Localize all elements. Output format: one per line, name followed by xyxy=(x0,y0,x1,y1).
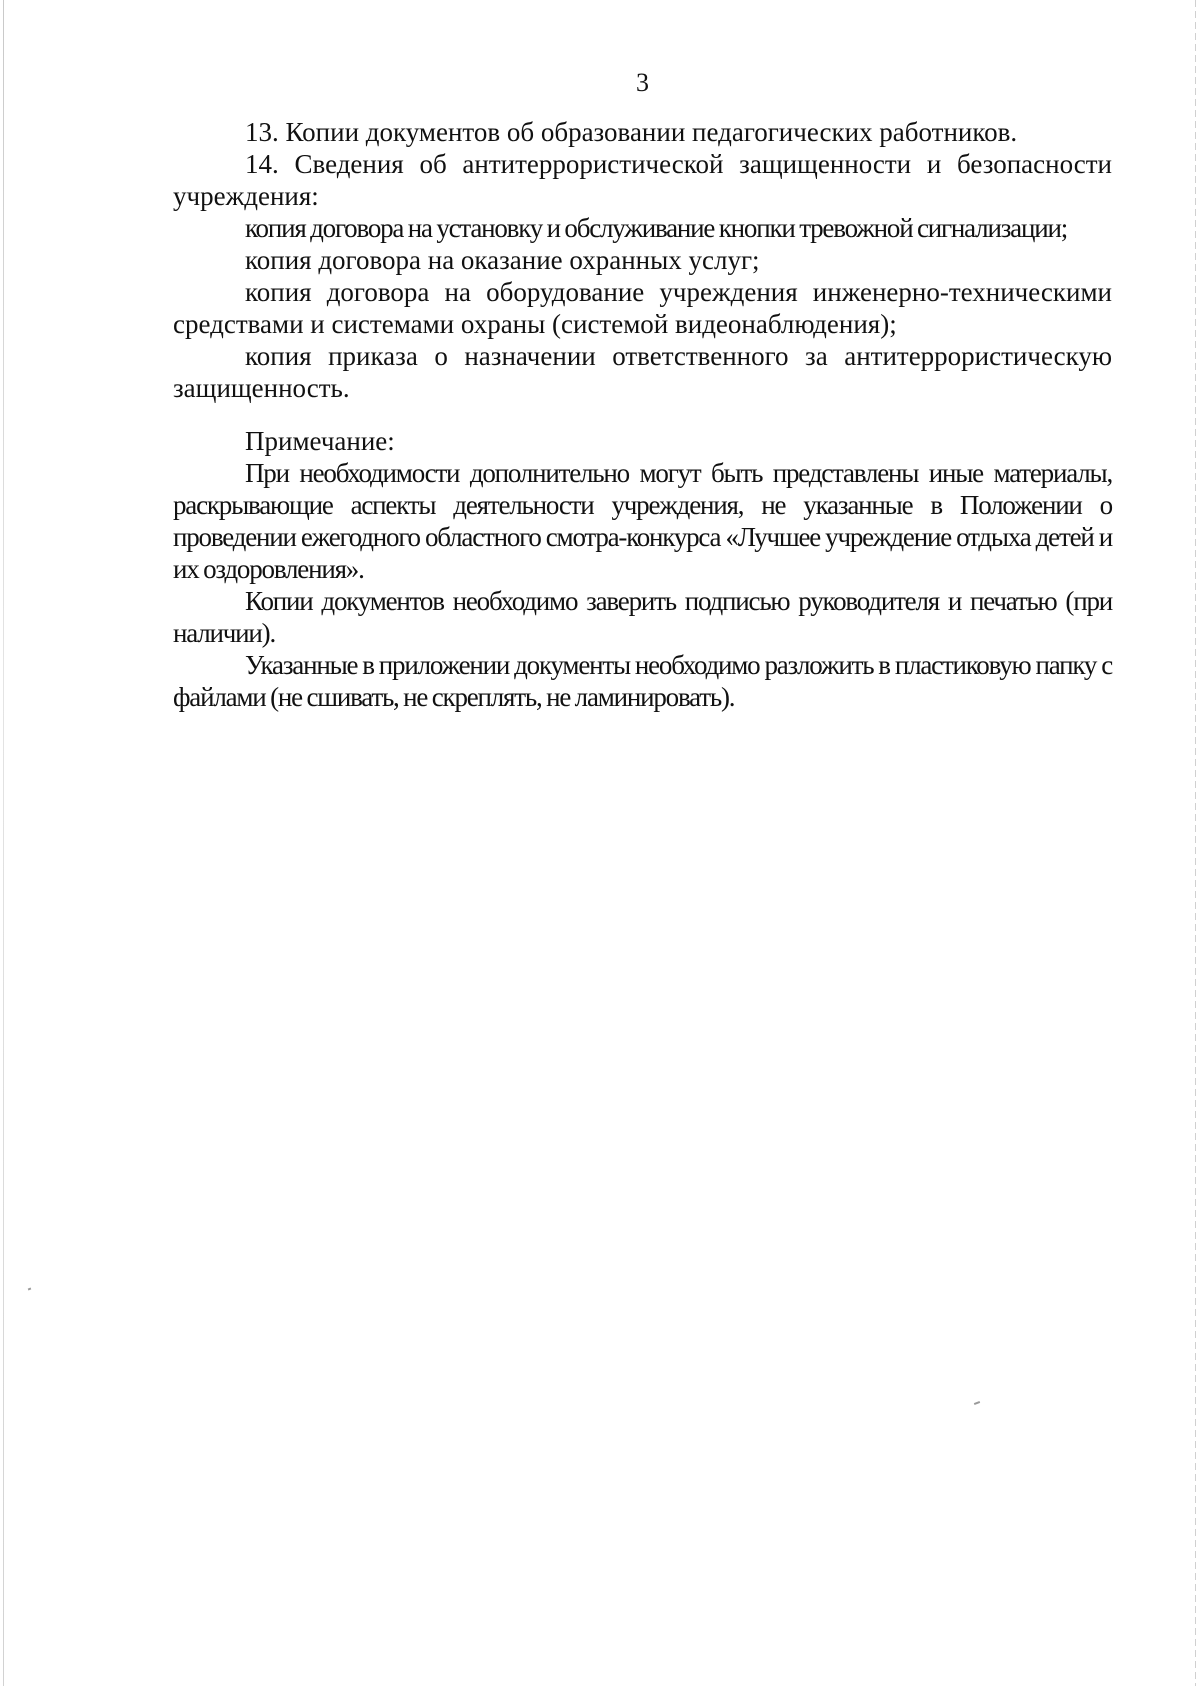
item-13-paragraph: 13. Копии документов об образовании педагогических работников. xyxy=(245,117,1018,147)
note-title: Примечание: xyxy=(245,426,395,456)
engineering-equipment-contract-paragraph: копия договора на оборудование учреждения инженерно-техническими средствами и системами охраны (системой видеонаблюдения); xyxy=(173,277,1112,339)
section-spacer xyxy=(173,404,1112,425)
item-14-paragraph: 14. Сведения об антитеррористической защищенности и безопасности учреждения: xyxy=(173,149,1112,211)
page-number: 3 xyxy=(636,68,649,97)
note-paragraph-additional-materials: При необходимости дополнительно могут быть представлены иные материалы, раскрывающие аспекты деятельности учреждения, не указанные в Положении о проведении ежегодного областного смотра-конкурса «Лучшее учреждение отдыха детей и их оздоровления». xyxy=(173,458,1112,584)
scan-edge-right xyxy=(1195,0,1196,1686)
document-body xyxy=(173,116,1112,713)
scan-speck xyxy=(28,1288,32,1291)
alarm-button-contract-paragraph: копия договора на установку и обслуживание кнопки тревожной сигнализации; xyxy=(245,213,1068,243)
note-paragraph-certification: Копии документов необходимо заверить подписью руководителя и печатью (при наличии). xyxy=(173,586,1112,648)
scan-edge-left xyxy=(3,0,4,1686)
security-services-contract-paragraph: копия договора на оказание охранных услуг; xyxy=(245,245,760,275)
responsible-person-order-paragraph: копия приказа о назначении ответственного за антитеррористическую защищенность. xyxy=(173,341,1112,403)
scan-speck xyxy=(974,1401,980,1405)
note-paragraph-folder: Указанные в приложении документы необходимо разложить в пластиковую папку с файлами (не сшивать, не скреплять, не ламинировать). xyxy=(173,650,1112,712)
